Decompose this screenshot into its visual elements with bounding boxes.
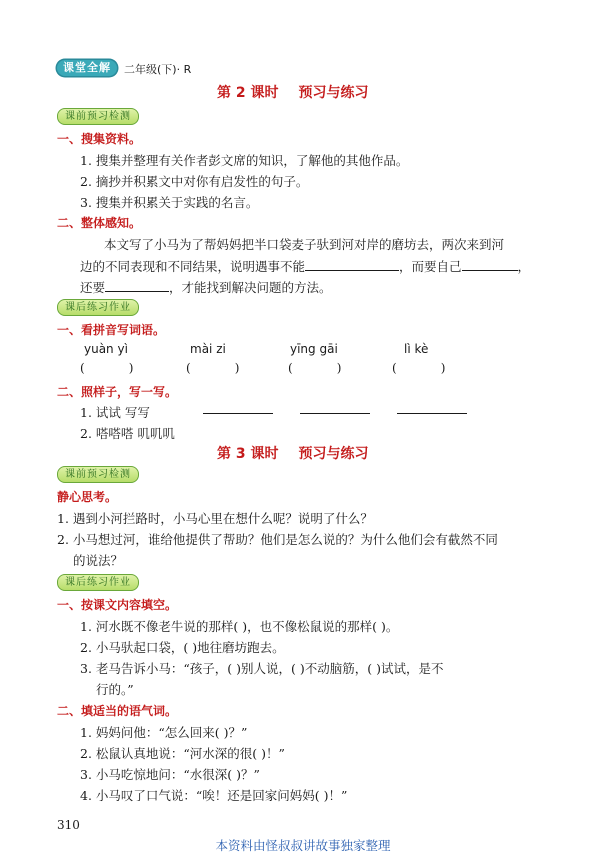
lesson2-title-text: 预习与练习: [298, 85, 369, 101]
lesson2-s2-line3: 还要 ，才能找到解决问题的方法。: [80, 280, 332, 295]
lesson2-s2-line1: 本文写了小马为了帮妈妈把半口袋麦子驮到河对岸的磨坊去，两次来到河: [104, 237, 505, 252]
lesson3-q2-line2: 的说法？: [73, 553, 124, 568]
pinyin-4: lì kè: [404, 342, 429, 356]
series-logo: 课堂全解: [57, 60, 117, 76]
answer-blank[interactable]: [105, 279, 169, 292]
answer-line[interactable]: [397, 413, 467, 414]
lesson3-think-title: 静心思考。: [57, 490, 118, 504]
lesson2-s1-item3: 3. 搜集并积累关于实践的名言。: [80, 195, 259, 210]
lesson3-b3: 3. 小马吃惊地问：“水很深( )？”: [80, 767, 260, 782]
pinyin-2: mài zi: [190, 342, 226, 356]
lesson2-part1-title: 一、看拼音写词语。: [57, 323, 166, 337]
lesson3-q1: 1. 遇到小河拦路时，小马心里在想什么呢？说明了什么？: [57, 511, 373, 526]
lesson2-post-badge: 课后练习作业: [57, 299, 139, 316]
lesson3-b1: 1. 妈妈问他：“怎么回来( )？”: [80, 725, 248, 740]
footer-note: 本资料由怪叔叔讲故事独家整理: [215, 838, 391, 853]
lesson2-s2-line2: 边的不同表现和不同结果，说明遇事不能 ，而要自己 ，: [80, 259, 531, 274]
lesson3-partB-title: 二、填适当的语气词。: [57, 704, 178, 718]
answer-line[interactable]: [300, 413, 370, 414]
lesson3-title: [217, 443, 369, 463]
lesson3-a2: 2. 小马驮起口袋，( )地往磨坊跑去。: [80, 640, 285, 655]
pinyin-1: yuàn yì: [84, 342, 128, 356]
lesson2-p2-item2: 2. 嗒嗒嗒 叽叽叽: [80, 426, 175, 441]
lesson3-b4: 4. 小马叹了口气说：“唉！还是回家问妈妈( )！”: [80, 788, 348, 803]
answer-paren-2[interactable]: ( ): [186, 361, 240, 375]
lesson3-pre-badge: 课前预习检测: [57, 466, 139, 483]
answer-blank[interactable]: [462, 258, 518, 271]
lesson2-title: [217, 82, 369, 102]
lesson3-partA-title: 一、按课文内容填空。: [57, 598, 178, 612]
lesson2-part2-title: 二、照样子，写一写。: [57, 385, 178, 399]
lesson3-title-num: 第 3 课时: [217, 446, 279, 462]
lesson3-title-text: 预习与练习: [298, 446, 369, 462]
lesson2-s1-item1: 1. 搜集并整理有关作者彭文席的知识，了解他的其他作品。: [80, 153, 409, 168]
answer-line[interactable]: [203, 413, 273, 414]
answer-paren-1[interactable]: ( ): [80, 361, 134, 375]
grade-label: 二年级(下)· R: [124, 63, 192, 76]
lesson2-s1-item2: 2. 摘抄并积累文中对你有启发性的句子。: [80, 174, 309, 189]
lesson3-q2-line1: 2. 小马想过河，谁给他提供了帮助？他们是怎么说的？为什么他们会有截然不同: [57, 532, 498, 547]
lesson3-a3-line2: 行的。”: [96, 682, 134, 697]
lesson2-title-num: 第 2 课时: [217, 85, 279, 101]
lesson3-a1: 1. 河水既不像老牛说的那样( )，也不像松鼠说的那样( )。: [80, 619, 399, 634]
lesson3-post-badge: 课后练习作业: [57, 574, 139, 591]
lesson3-a3-line1: 3. 老马告诉小马：“孩子，( )别人说，( )不动脑筋，( )试试，是不: [80, 661, 444, 676]
answer-paren-4[interactable]: ( ): [392, 361, 446, 375]
pinyin-3: yīng gāi: [290, 342, 338, 356]
lesson2-section2-title: 二、整体感知。: [57, 216, 142, 230]
lesson3-b2: 2. 松鼠认真地说：“河水深的很( )！”: [80, 746, 285, 761]
page-number: 310: [57, 818, 80, 832]
answer-paren-3[interactable]: ( ): [288, 361, 342, 375]
answer-blank[interactable]: [305, 258, 399, 271]
lesson2-section1-title: 一、搜集资料。: [57, 132, 142, 146]
lesson2-pre-badge: 课前预习检测: [57, 108, 139, 125]
lesson2-p2-item1: 1. 试试 写写: [80, 405, 150, 420]
